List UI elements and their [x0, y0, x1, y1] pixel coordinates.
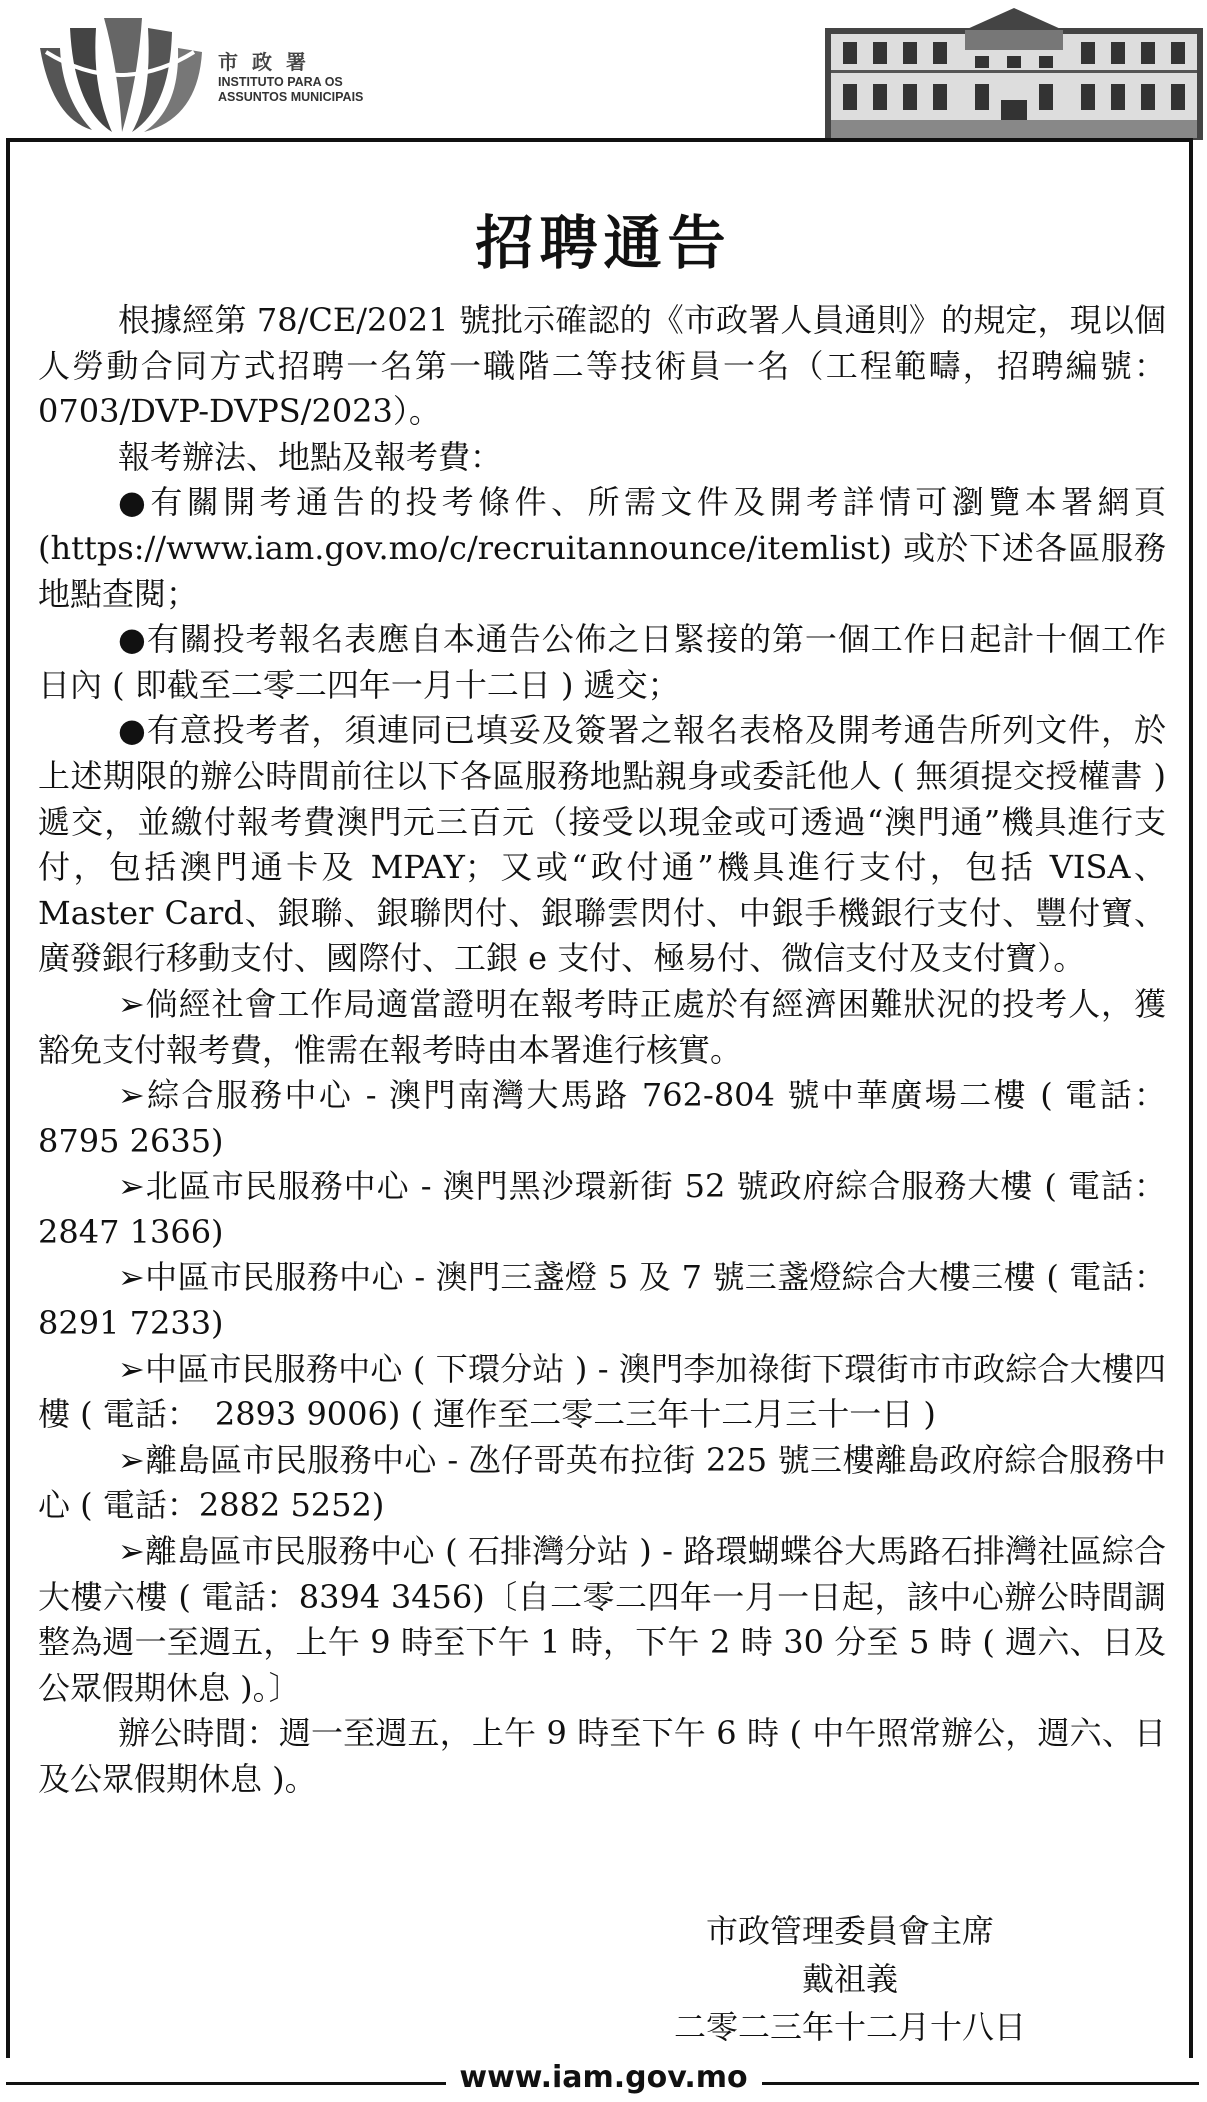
paragraph-office-hours: 辦公時間：週一至週五，上午 9 時至下午 6 時 ( 中午照常辦公，週六、日及公眾假期休息 )。	[38, 1714, 1166, 1798]
org-name-zh: 市政署	[218, 52, 320, 74]
signature-block	[640, 1907, 1060, 2051]
paragraph-deadline: ●有關投考報名表應自本通告公佈之日緊接的第一個工作日起計十個工作日內 ( 即截至二零二四年一月十二日 ) 遞交；	[38, 620, 1166, 704]
paragraph-submission-fee: ●有意投考者，須連同已填妥及簽署之報名表格及開考通告所列文件，於上述期限的辦公時間前往以下各區服務地點親身或委託他人 ( 無須提交授權書 ) 遞交，並繳付報考費澳門元三百元（接受以現金或可透過“澳門通”機具進行支付，包括澳門通卡及 MPAY；又或“政付通”機具進行支付，包括 VISA、Master Card、銀聯、銀聯閃付、銀聯雲閃付、中銀手機銀行支付、豐付寶、廣發銀行移動支付、國際付、工銀 e 支付、極易付、微信支付及支付寶）。	[38, 711, 1166, 978]
signature-date: 二零二三年十二月十八日	[673, 2008, 1026, 2046]
location-general-service-centre: ➢綜合服務中心 - 澳門南灣大馬路 762-804 號中華廣場二樓 ( 電話：8795 2635)	[38, 1076, 1166, 1160]
notice-title: 招聘通告	[475, 209, 732, 277]
org-name	[218, 46, 363, 105]
location-islands-seac-pai-van: ➢離島區市民服務中心 ( 石排灣分站 ) - 路環蝴蝶谷大馬路石排灣社區綜合大樓六樓 ( 電話：8394 3456)〔自二零二四年一月一日起，該中心辦公時間調整為週一至週五，上午 9 時至下午 1 時，下午 2 時 30 分至 5 時 ( 週六、日及公眾假期休息 )。〕	[38, 1532, 1166, 1707]
footer	[0, 2058, 1207, 2102]
paragraph-intro: 根據經第 78/CE/2021 號批示確認的《市政署人員通則》的規定，現以個人勞動合同方式招聘一名第一職階二等技術員一名（工程範疇，招聘編號：0703/DVP-DVPS/2023）。	[38, 301, 1166, 431]
location-north-district: ➢北區市民服務中心 - 澳門黑沙環新街 52 號政府綜合服務大樓 ( 電話：2847 1366)	[38, 1167, 1166, 1251]
footer-url[interactable]: www.iam.gov.mo	[459, 2060, 748, 2095]
signature-position: 市政管理委員會主席	[705, 1912, 994, 1950]
location-islands-district: ➢離島區市民服務中心 - 氹仔哥英布拉街 225 號三樓離島政府綜合服務中心 ( 電話：2882 5252)	[38, 1440, 1166, 1525]
paragraph-method-heading: 報考辦法、地點及報考費：	[118, 437, 503, 476]
location-central-ha-van: ➢中區市民服務中心 ( 下環分站 ) - 澳門李加祿街下環街市市政綜合大樓四樓 ( 電話： 2893 9006) ( 運作至二零二三年十二月三十一日 )	[38, 1349, 1166, 1434]
header	[0, 0, 1207, 140]
notice-body	[38, 298, 1166, 1803]
org-name-pt-line2: ASSUNTOS MUNICIPAIS	[218, 90, 364, 104]
signature-name: 戴祖義	[801, 1960, 898, 1998]
org-name-pt-line1: INSTITUTO PARA OS	[218, 75, 343, 89]
municipal-building-icon	[825, 8, 1203, 140]
location-central-district: ➢中區市民服務中心 - 澳門三盞燈 5 及 7 號三盞燈綜合大樓三樓 ( 電話：8291 7233)	[38, 1258, 1166, 1343]
paragraph-fee-exemption: ➢倘經社會工作局適當證明在報考時正處於有經濟困難狀況的投考人，獲豁免支付報考費，惟需在報考時由本署進行核實。	[38, 984, 1166, 1069]
paragraph-website: ●有關開考通告的投考條件、所需文件及開考詳情可瀏覽本署網頁 (https://www.iam.gov.mo/c/recruitannounce/itemlist) 或於下述各區服務地點查閱；	[38, 483, 1166, 613]
iam-logo-icon	[22, 8, 218, 136]
